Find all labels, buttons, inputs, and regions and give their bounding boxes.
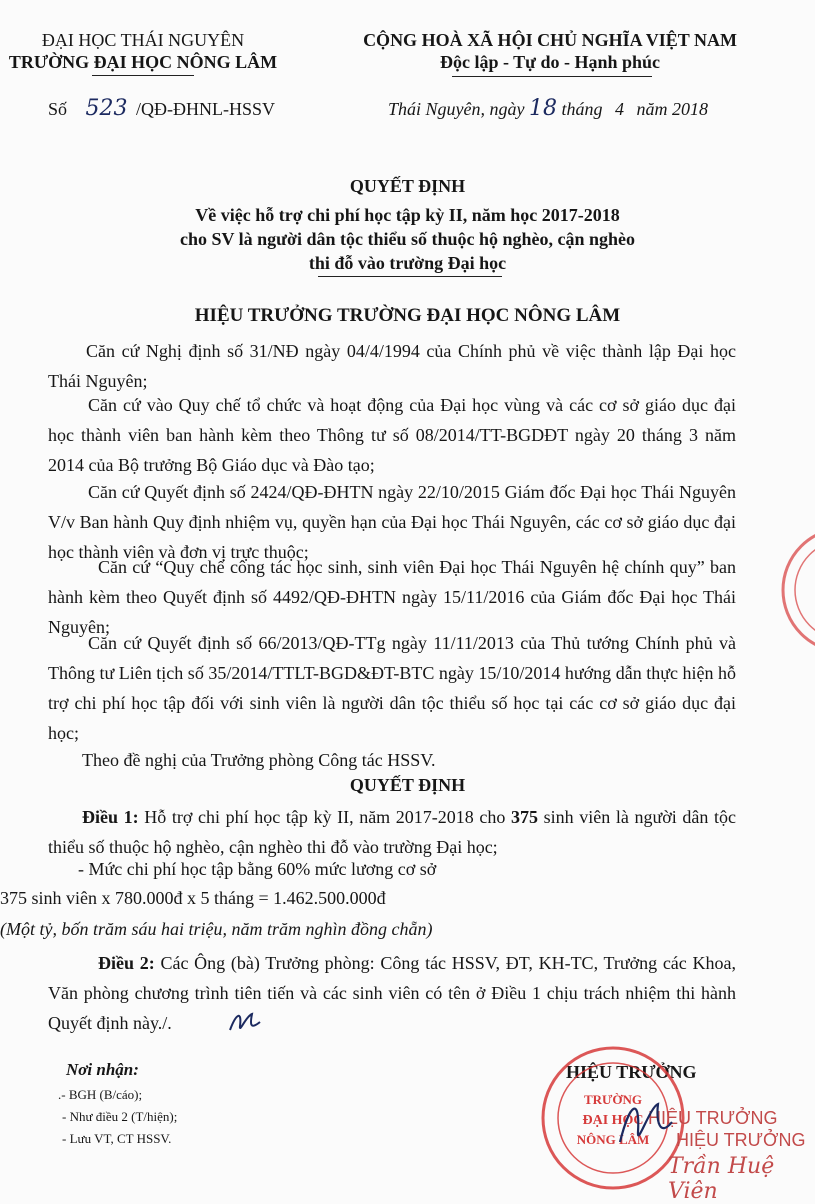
motto-underline [452,76,652,77]
date-day: 18 [529,96,557,121]
preamble-3: Căn cứ Quyết định số 2424/QĐ-ĐHTN ngày 22/10/2015 Giám đốc Đại học Thái Nguyên V/v Ban hành Quy định nhiệm vụ, quyền hạn của Đại học Thái Nguyên, các cơ sở giáo dục đại học thành viên và đơn vị trực thuộc; [48,482,736,562]
seal-line-3: NÔNG LÂM [576,1132,650,1147]
seal-line-2: ĐẠI HỌC [582,1113,644,1128]
seal-line-1: TRƯỜNG [583,1092,643,1107]
signature-title: HIỆU TRƯỞNG [566,1062,697,1082]
initials-mark [226,1008,266,1038]
date-year: năm 2018 [636,99,709,119]
country-title: CỘNG HOÀ XÃ HỘI CHỦ NGHĨA VIỆT NAM [363,30,737,50]
signature-scribble [610,1092,680,1152]
article-2 [48,948,736,1038]
preamble-5: Căn cứ Quyết định số 66/2013/QĐ-TTg ngày 11/11/2013 của Thủ tướng Chính phủ và Thông tư Liên tịch số 35/2014/TTLT-BGD&ĐT-BTC ngày 15/10/2014 hướng dẫn thực hiện hỗ trợ chi phí học tập đối với sinh viên là người dân tộc thiểu số học tại các cơ sở giáo dục đại học; [48,633,736,743]
recipient-item: - Như điều 2 (T/hiện); [62,1109,178,1124]
preamble-1: Căn cứ Nghị định số 31/NĐ ngày 04/4/1994 của Chính phủ về việc thành lập Đại học Thái Nguyên; [48,341,736,391]
subject-line-2: cho SV là người dân tộc thiểu số thuộc hộ nghèo, cận nghèo [179,229,636,249]
article-1-label: Điều 1: [82,807,139,827]
issuing-authority: HIỆU TRƯỞNG TRƯỜNG ĐẠI HỌC NÔNG LÂM [194,305,621,326]
signer-name: Trần Huệ Viên [668,1154,775,1204]
country-motto: Độc lập - Tự do - Hạnh phúc [439,52,661,72]
title-underline [318,276,502,277]
recipients-heading: Nơi nhận: [66,1060,139,1079]
title-stamp-2: HIỆU TRƯỞNG [676,1130,806,1150]
recipient-item: .- BGH (B/cáo); [58,1087,143,1102]
article-1-text-before: Hỗ trợ chi phí học tập kỳ II, năm 2017-2018 cho [144,807,506,827]
article-1-text-after: sinh viên là người dân tộc thiểu số thuộc hộ nghèo, cận nghèo thi đỗ vào trường Đại học; [48,807,737,857]
subject-line-1: Về việc hỗ trợ chi phí học tập kỳ II, năm học 2017-2018 [195,205,620,225]
article-1-amount-in-words: (Một tỷ, bốn trăm sáu hai triệu, năm trăm nghìn đồng chẵn) [0,919,433,939]
title-stamp-1: HIỆU TRƯỞNG [648,1108,778,1128]
recipient-item: - Lưu VT, CT HSSV. [62,1131,172,1146]
org-parent: ĐẠI HỌC THÁI NGUYÊN [41,30,245,50]
preamble-4: Căn cứ “Quy chế công tác học sinh, sinh viên Đại học Thái Nguyên hệ chính quy” ban hành kèm theo Quyết định số 4492/QĐ-ĐHTN ngày 15/11/2016 của Giám đốc Đại học Thái Nguyên; [48,557,736,637]
document-number [48,96,275,121]
date-month-label: tháng [561,99,603,119]
number-handwritten: 523 [85,96,128,121]
document-title: QUYẾT ĐỊNH [349,176,466,196]
preamble-6: Theo đề nghị của Trưởng phòng Công tác HSSV. [82,750,436,770]
document-date [388,96,708,121]
article-2-text: Các Ông (bà) Trưởng phòng: Công tác HSSV, ĐT, KH-TC, Trưởng các Khoa, Văn phòng chương trình tiên tiến và các sinh viên có tên ở Điều 1 chịu trách nhiệm thi hành Quyết định này./. [48,953,736,1033]
number-prefix: Số [48,99,68,119]
preamble-2: Căn cứ vào Quy chế tổ chức và hoạt động của Đại học vùng và các cơ sở giáo dục đại học thành viên ban hành kèm theo Thông tư số 08/2014/TT-BGDĐT ngày 20 tháng 3 năm 2014 của Bộ trưởng Bộ Giáo dục và Đào tạo; [48,395,736,475]
date-prefix: Thái Nguyên, ngày [388,99,525,119]
article-1 [48,802,736,862]
article-1-rate: - Mức chi phí học tập bằng 60% mức lương cơ sở [78,859,437,879]
subject-line-3: thi đỗ vào trường Đại học [308,253,507,273]
number-suffix: /QĐ-ĐHNL-HSSV [136,99,276,119]
decision-heading: QUYẾT ĐỊNH [349,775,466,795]
date-month: 4 [615,99,625,119]
article-1-formula: 375 sinh viên x 780.000đ x 5 tháng = 1.462.500.000đ [0,888,386,908]
edge-seal-partial [775,520,815,660]
article-2-label: Điều 2: [98,953,155,973]
org-underline [92,75,194,76]
student-count: 375 [511,807,539,827]
recipients-list [58,1084,177,1150]
org-name: TRƯỜNG ĐẠI HỌC NÔNG LÂM [8,52,278,72]
